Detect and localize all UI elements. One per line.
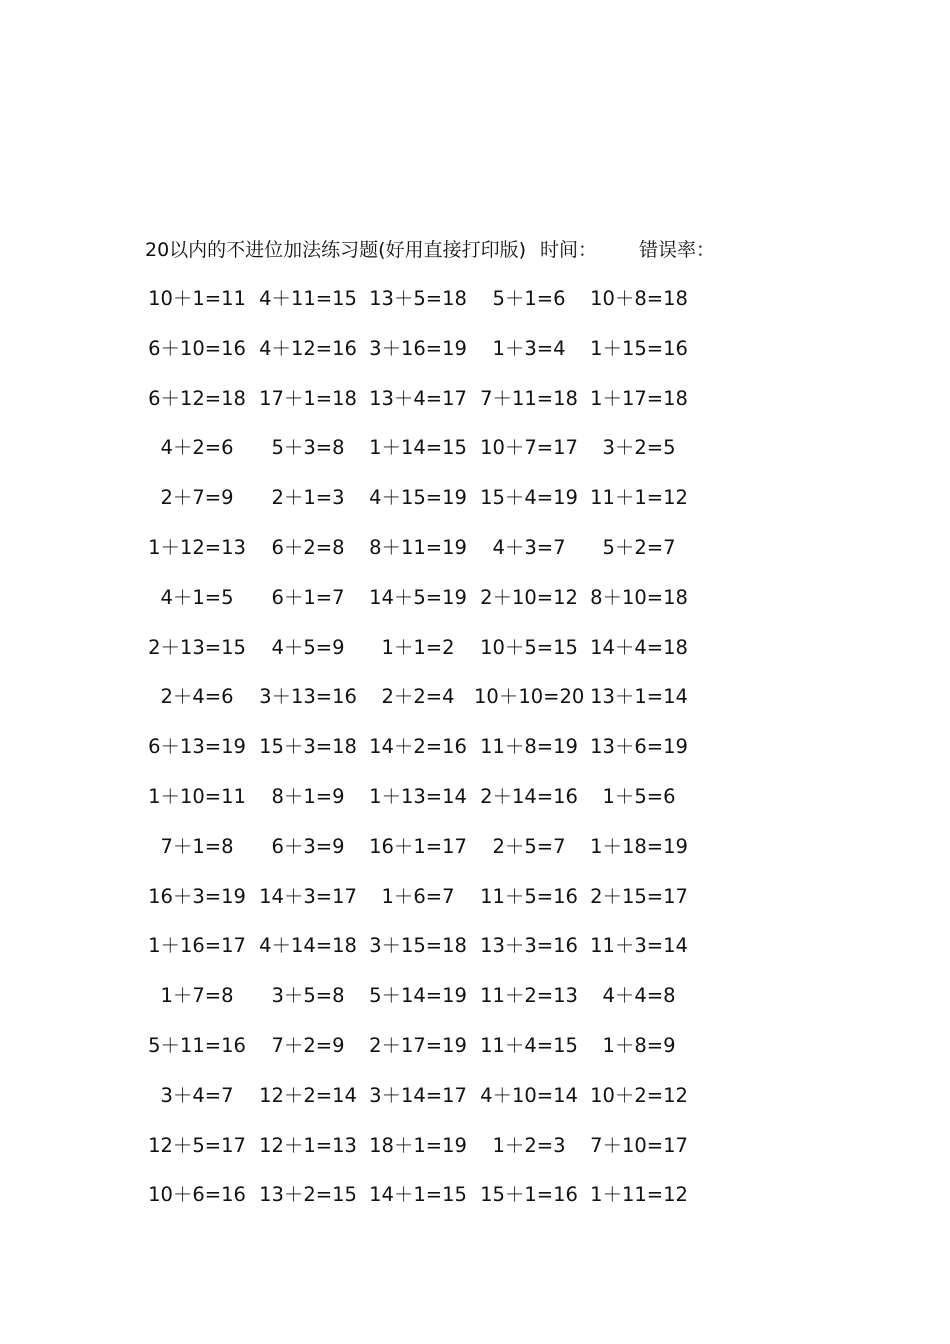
problem-row — [150, 981, 710, 1031]
addition-problem: 1＋16=17 — [148, 934, 246, 958]
addition-problem: 6＋13=19 — [148, 735, 246, 759]
addition-problem: 1＋6=7 — [381, 884, 455, 908]
time-label: 时间： — [540, 239, 598, 261]
addition-problem: 11＋3=14 — [590, 934, 688, 958]
addition-problem: 16＋1=17 — [369, 834, 467, 858]
addition-problem: 17＋1=18 — [259, 386, 357, 410]
addition-problem: 1＋17=18 — [590, 386, 688, 410]
addition-problem: 5＋11=16 — [148, 1033, 246, 1057]
addition-problem: 4＋2=6 — [160, 436, 234, 460]
addition-problem: 2＋17=19 — [369, 1033, 467, 1057]
addition-problem: 10＋10=20 — [474, 685, 585, 709]
addition-problem: 1＋3=4 — [492, 336, 566, 360]
addition-problem: 12＋5=17 — [148, 1133, 246, 1157]
addition-problem: 7＋1=8 — [160, 834, 234, 858]
problem-row — [150, 633, 710, 683]
addition-problem: 12＋1=13 — [259, 1133, 357, 1157]
addition-problem: 10＋7=17 — [480, 436, 578, 460]
error-rate-label: 错误率： — [639, 239, 716, 261]
addition-problem: 4＋10=14 — [480, 1083, 578, 1107]
addition-problem: 6＋2=8 — [271, 535, 345, 559]
addition-problem: 4＋12=16 — [259, 336, 357, 360]
addition-problem: 15＋4=19 — [480, 486, 578, 510]
addition-problem-grid — [150, 284, 710, 1230]
addition-problem: 10＋6=16 — [148, 1183, 246, 1207]
addition-problem: 14＋4=18 — [590, 635, 688, 659]
problem-row — [150, 1081, 710, 1131]
addition-problem: 3＋15=18 — [369, 934, 467, 958]
problem-row — [150, 533, 710, 583]
addition-problem: 14＋3=17 — [259, 884, 357, 908]
addition-problem: 13＋4=17 — [369, 386, 467, 410]
addition-problem: 2＋4=6 — [160, 685, 234, 709]
addition-problem: 2＋15=17 — [590, 884, 688, 908]
addition-problem: 1＋13=14 — [369, 784, 467, 808]
addition-problem: 3＋5=8 — [271, 984, 345, 1008]
problem-row — [150, 931, 710, 981]
addition-problem: 11＋2=13 — [480, 984, 578, 1008]
problem-row — [150, 1131, 710, 1181]
addition-problem: 13＋1=14 — [590, 685, 688, 709]
addition-problem: 14＋1=15 — [369, 1183, 467, 1207]
addition-problem: 15＋1=16 — [480, 1183, 578, 1207]
addition-problem: 5＋3=8 — [271, 436, 345, 460]
addition-problem: 6＋12=18 — [148, 386, 246, 410]
addition-problem: 15＋3=18 — [259, 735, 357, 759]
addition-problem: 2＋1=3 — [271, 486, 345, 510]
addition-problem: 10＋1=11 — [148, 287, 246, 310]
addition-problem: 1＋8=9 — [602, 1033, 676, 1057]
problem-row — [150, 583, 710, 633]
addition-problem: 13＋3=16 — [480, 934, 578, 958]
problem-row — [150, 782, 710, 832]
addition-problem: 1＋2=3 — [492, 1133, 566, 1157]
worksheet-title: 20以内的不进位加法练习题(好用直接打印版) — [145, 239, 527, 261]
addition-problem: 8＋11=19 — [369, 535, 467, 559]
addition-problem: 8＋10=18 — [590, 585, 688, 609]
addition-problem: 13＋2=15 — [259, 1183, 357, 1207]
problem-row — [150, 732, 710, 782]
problem-row — [150, 483, 710, 533]
addition-problem: 3＋13=16 — [259, 685, 357, 709]
addition-problem: 10＋8=18 — [590, 287, 688, 310]
addition-problem: 14＋5=19 — [369, 585, 467, 609]
addition-problem: 1＋7=8 — [160, 984, 234, 1008]
addition-problem: 2＋13=15 — [148, 635, 246, 659]
addition-problem: 1＋11=12 — [590, 1183, 688, 1207]
addition-problem: 2＋7=9 — [160, 486, 234, 510]
addition-problem: 7＋11=18 — [480, 386, 578, 410]
addition-problem: 11＋4=15 — [480, 1033, 578, 1057]
addition-problem: 12＋2=14 — [259, 1083, 357, 1107]
addition-problem: 1＋1=2 — [381, 635, 455, 659]
problem-row — [150, 882, 710, 932]
addition-problem: 18＋1=19 — [369, 1133, 467, 1157]
problem-row — [150, 682, 710, 732]
worksheet-header — [145, 234, 715, 266]
addition-problem: 4＋5=9 — [271, 635, 345, 659]
addition-problem: 1＋12=13 — [148, 535, 246, 559]
problem-row — [150, 433, 710, 483]
addition-problem: 11＋8=19 — [480, 735, 578, 759]
addition-problem: 3＋2=5 — [602, 436, 676, 460]
addition-problem: 5＋14=19 — [369, 984, 467, 1008]
problem-row — [150, 1031, 710, 1081]
problem-row — [150, 384, 710, 434]
addition-problem: 2＋10=12 — [480, 585, 578, 609]
addition-problem: 10＋5=15 — [480, 635, 578, 659]
problem-row — [150, 1180, 710, 1230]
addition-problem: 5＋2=7 — [602, 535, 676, 559]
addition-problem: 3＋4=7 — [160, 1083, 234, 1107]
addition-problem: 7＋10=17 — [590, 1133, 688, 1157]
addition-problem: 1＋5=6 — [602, 784, 676, 808]
problem-row — [150, 832, 710, 882]
addition-problem: 4＋4=8 — [602, 984, 676, 1008]
problem-row — [150, 284, 710, 334]
addition-problem: 3＋14=17 — [369, 1083, 467, 1107]
addition-problem: 4＋3=7 — [492, 535, 566, 559]
addition-problem: 13＋5=18 — [369, 287, 467, 310]
addition-problem: 4＋11=15 — [259, 287, 357, 310]
addition-problem: 11＋5=16 — [480, 884, 578, 908]
addition-problem: 2＋5=7 — [492, 834, 566, 858]
addition-problem: 2＋2=4 — [381, 685, 455, 709]
addition-problem: 10＋2=12 — [590, 1083, 688, 1107]
addition-problem: 1＋15=16 — [590, 336, 688, 360]
addition-problem: 11＋1=12 — [590, 486, 688, 510]
addition-problem: 14＋2=16 — [369, 735, 467, 759]
addition-problem: 2＋14=16 — [480, 784, 578, 808]
addition-problem: 3＋16=19 — [369, 336, 467, 360]
addition-problem: 6＋10=16 — [148, 336, 246, 360]
addition-problem: 5＋1=6 — [492, 287, 566, 310]
addition-problem: 1＋18=19 — [590, 834, 688, 858]
addition-problem: 6＋3=9 — [271, 834, 345, 858]
problem-row — [150, 334, 710, 384]
addition-problem: 1＋14=15 — [369, 436, 467, 460]
addition-problem: 1＋10=11 — [148, 784, 246, 808]
addition-problem: 13＋6=19 — [590, 735, 688, 759]
addition-problem: 4＋14=18 — [259, 934, 357, 958]
addition-problem: 4＋15=19 — [369, 486, 467, 510]
addition-problem: 4＋1=5 — [160, 585, 234, 609]
addition-problem: 7＋2=9 — [271, 1033, 345, 1057]
addition-problem: 8＋1=9 — [271, 784, 345, 808]
addition-problem: 6＋1=7 — [271, 585, 345, 609]
addition-problem: 16＋3=19 — [148, 884, 246, 908]
